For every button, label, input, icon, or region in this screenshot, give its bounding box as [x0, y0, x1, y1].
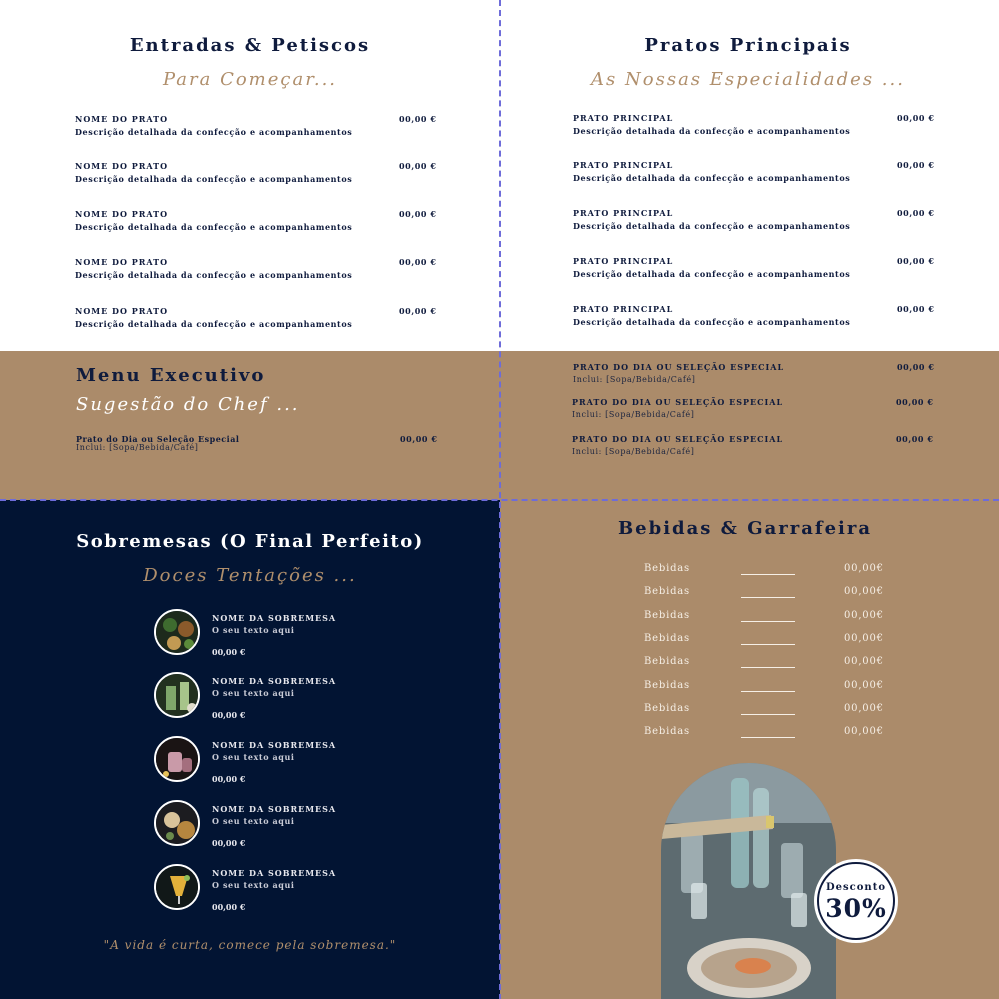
item-name: NOME DO PRATO: [75, 257, 169, 267]
item-price: 00,00 €: [400, 434, 438, 444]
principais-item: [573, 256, 933, 280]
drink-item: [644, 656, 884, 670]
drink-divider: [741, 574, 795, 575]
item-price: 00,00 €: [896, 434, 934, 444]
drink-item: [644, 703, 884, 717]
drink-item: [644, 680, 884, 694]
drink-item: [644, 563, 884, 577]
drink-name: Bebidas: [644, 703, 690, 714]
principais-title: Pratos Principais: [644, 35, 852, 56]
item-description: Descrição detalhada da confecção e acompanhamentos: [75, 319, 353, 329]
bebidas-title: Bebidas & Garrafeira: [617, 518, 873, 539]
item-name: PRATO PRINCIPAL: [573, 304, 674, 314]
entradas-item: [75, 257, 435, 281]
executivo-item: [572, 434, 932, 456]
item-description: Descrição detalhada da confecção e acompanhamentos: [573, 269, 851, 279]
item-name: NOME DO PRATO: [75, 114, 169, 124]
discount-label: Desconto: [826, 882, 886, 893]
sobremesas-title: Sobremesas (O Final Perfeito): [76, 531, 424, 552]
dessert-item: [154, 736, 414, 784]
drink-item: [644, 610, 884, 624]
drink-divider: [741, 714, 795, 715]
item-price: 00,00 €: [399, 114, 437, 124]
dessert-name: NOME DA SOBREMESA: [212, 804, 337, 814]
dessert-text: O seu texto aqui: [212, 625, 295, 635]
item-description: Descrição detalhada da confecção e acompanhamentos: [573, 221, 851, 231]
entradas-item: [75, 114, 435, 138]
item-price: 00,00 €: [897, 208, 935, 218]
dessert-name: NOME DA SOBREMESA: [212, 868, 337, 878]
item-name: NOME DO PRATO: [75, 161, 169, 171]
executivo-item: [573, 362, 933, 384]
dessert-photo: [154, 800, 200, 846]
drink-name: Bebidas: [644, 656, 690, 667]
item-description: Descrição detalhada da confecção e acompanhamentos: [573, 126, 851, 136]
item-name: NOME DO PRATO: [75, 306, 169, 316]
drink-price: 00,00€: [844, 703, 884, 714]
executivo-title: Menu Executivo: [76, 365, 266, 386]
sobremesas-subtitle: Doces Tentações ...: [143, 565, 357, 586]
drink-divider: [741, 621, 795, 622]
discount-value: 30%: [825, 894, 887, 923]
dessert-item: [154, 800, 414, 848]
dessert-photo: [154, 609, 200, 655]
restaurant-table-photo: [661, 763, 836, 999]
entradas-title: Entradas & Petiscos: [129, 35, 371, 56]
item-name: PRATO PRINCIPAL: [573, 113, 674, 123]
item-name: PRATO DO DIA OU SELEÇÃO ESPECIAL: [572, 397, 784, 407]
item-description: Inclui: [Sopa/Bebida/Café]: [572, 410, 695, 419]
executivo-item: [76, 434, 436, 456]
item-price: 00,00 €: [897, 113, 935, 123]
item-name: PRATO DO DIA OU SELEÇÃO ESPECIAL: [573, 362, 785, 372]
item-description: Descrição detalhada da confecção e acompanhamentos: [573, 317, 851, 327]
dessert-item: [154, 864, 414, 912]
item-name: PRATO PRINCIPAL: [573, 160, 674, 170]
item-price: 00,00 €: [399, 306, 437, 316]
dessert-text: O seu texto aqui: [212, 880, 295, 890]
dessert-photo: [154, 672, 200, 718]
executivo-subtitle: Sugestão do Chef ...: [76, 394, 300, 415]
discount-badge: [817, 862, 895, 940]
item-description: Inclui: [Sopa/Bebida/Café]: [76, 443, 199, 452]
item-price: 00,00 €: [399, 161, 437, 171]
item-description: Inclui: [Sopa/Bebida/Café]: [572, 447, 695, 456]
dessert-text: O seu texto aqui: [212, 688, 295, 698]
drink-name: Bebidas: [644, 680, 690, 691]
item-price: 00,00 €: [897, 160, 935, 170]
principais-item: [573, 113, 933, 137]
dessert-price: 00,00 €: [212, 774, 246, 784]
dessert-name: NOME DA SOBREMESA: [212, 676, 337, 686]
dessert-text: O seu texto aqui: [212, 752, 295, 762]
drink-name: Bebidas: [644, 563, 690, 574]
drink-divider: [741, 691, 795, 692]
item-price: 00,00 €: [896, 397, 934, 407]
dessert-text: O seu texto aqui: [212, 816, 295, 826]
drink-item: [644, 586, 884, 600]
item-price: 00,00 €: [897, 256, 935, 266]
dessert-price: 00,00 €: [212, 838, 246, 848]
drink-divider: [741, 737, 795, 738]
entradas-item: [75, 306, 435, 330]
dessert-price: 00,00 €: [212, 710, 246, 720]
drink-price: 00,00€: [844, 586, 884, 597]
drink-name: Bebidas: [644, 633, 690, 644]
horizontal-guide-line: [0, 499, 999, 501]
drink-price: 00,00€: [844, 726, 884, 737]
dessert-item: [154, 672, 414, 720]
entradas-subtitle: Para Começar...: [162, 69, 338, 90]
drink-price: 00,00€: [844, 680, 884, 691]
entradas-item: [75, 209, 435, 233]
item-name: PRATO PRINCIPAL: [573, 208, 674, 218]
drink-name: Bebidas: [644, 610, 690, 621]
dessert-name: NOME DA SOBREMESA: [212, 740, 337, 750]
item-name: Prato do Dia ou Seleção Especial: [76, 434, 240, 444]
drink-price: 00,00€: [844, 563, 884, 574]
principais-item: [573, 160, 933, 184]
item-price: 00,00 €: [897, 304, 935, 314]
entradas-item: [75, 161, 435, 185]
dessert-photo: [154, 736, 200, 782]
principais-item: [573, 304, 933, 328]
drink-item: [644, 726, 884, 740]
dessert-item: [154, 609, 414, 657]
dessert-photo: [154, 864, 200, 910]
drink-price: 00,00€: [844, 656, 884, 667]
item-price: 00,00 €: [897, 362, 935, 372]
executivo-item: [572, 397, 932, 419]
dessert-price: 00,00 €: [212, 647, 246, 657]
drink-divider: [741, 667, 795, 668]
drink-item: [644, 633, 884, 647]
drink-divider: [741, 644, 795, 645]
drink-price: 00,00€: [844, 610, 884, 621]
dessert-price: 00,00 €: [212, 902, 246, 912]
item-name: NOME DO PRATO: [75, 209, 169, 219]
dessert-name: NOME DA SOBREMESA: [212, 613, 337, 623]
drink-name: Bebidas: [644, 586, 690, 597]
drink-price: 00,00€: [844, 633, 884, 644]
item-description: Descrição detalhada da confecção e acompanhamentos: [573, 173, 851, 183]
item-price: 00,00 €: [399, 209, 437, 219]
item-price: 00,00 €: [399, 257, 437, 267]
item-name: PRATO PRINCIPAL: [573, 256, 674, 266]
item-description: Descrição detalhada da confecção e acompanhamentos: [75, 270, 353, 280]
drink-divider: [741, 597, 795, 598]
item-name: PRATO DO DIA OU SELEÇÃO ESPECIAL: [572, 434, 784, 444]
item-description: Descrição detalhada da confecção e acompanhamentos: [75, 222, 353, 232]
principais-subtitle: As Nossas Especialidades ...: [591, 69, 905, 90]
item-description: Descrição detalhada da confecção e acompanhamentos: [75, 127, 353, 137]
dessert-quote: "A vida é curta, comece pela sobremesa.": [103, 938, 397, 952]
drink-name: Bebidas: [644, 726, 690, 737]
principais-item: [573, 208, 933, 232]
item-description: Inclui: [Sopa/Bebida/Café]: [573, 375, 696, 384]
item-description: Descrição detalhada da confecção e acompanhamentos: [75, 174, 353, 184]
